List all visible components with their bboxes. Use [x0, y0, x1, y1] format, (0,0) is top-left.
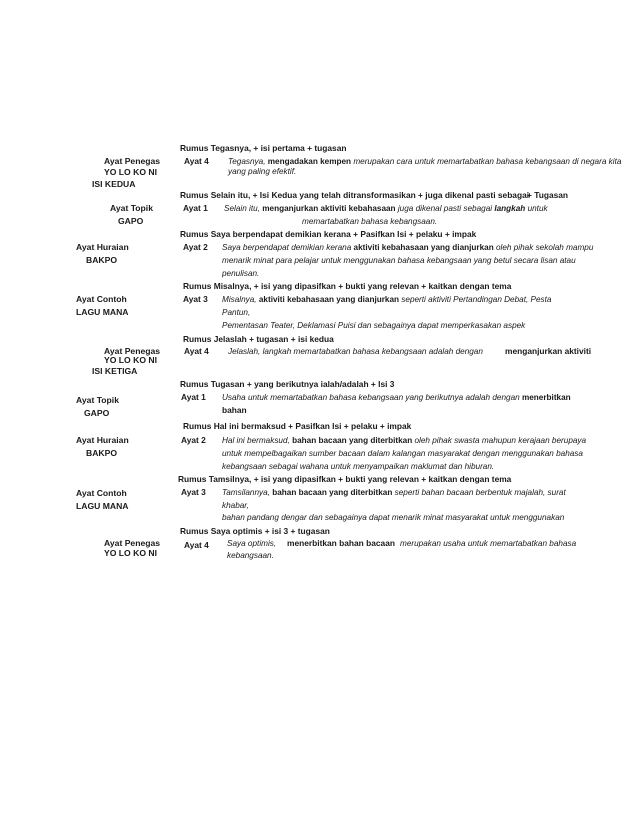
ayat-text-5-line1: Jelaslah, langkah memartabatkan bahasa kebangsaan adalah dengan	[228, 347, 483, 356]
ayat-text-7-line1: Hal ini bermaksud, bahan bacaan yang diterbitkan oleh pihak swasta mahupun kerajaan berupaya	[222, 436, 587, 445]
label-lagu-mana-1: LAGU MANA	[76, 307, 129, 317]
rumus-1: Rumus Tegasnya, + isi pertama + tugasan	[180, 143, 347, 153]
ayat-number-8: Ayat 3	[181, 487, 206, 497]
ayat-text-7-line2: untuk mempelbagaikan sumber bacaan dalam kalangan masyarakat dengan menggunakan bahasa	[222, 449, 583, 458]
ayat-text-8-line2: khabar,	[222, 501, 249, 510]
label-ayat-penegas-2: Ayat Penegas	[104, 346, 161, 356]
label-ayat-topik-2: Ayat Topik	[76, 395, 119, 405]
ayat-text-4-line2: Pantun,	[222, 308, 251, 317]
label-yolokoni-2: YO LO KO NI	[104, 355, 157, 365]
ayat-number-4: Ayat 3	[183, 294, 208, 304]
label-yolokoni-1: YO LO KO NI	[104, 167, 157, 177]
rumus-8: Rumus Tamsilnya, + isi yang dipasifkan + bukti yang relevan + kaitkan dengan tema	[178, 474, 512, 484]
rumus-6: Rumus Tugasan + yang berikutnya ialah/adalah + Isi 3	[180, 379, 395, 389]
label-ayat-topik-1: Ayat Topik	[110, 203, 153, 213]
label-bakpo-2: BAKPO	[86, 448, 118, 458]
rumus-5: Rumus Jelaslah + tugasan + isi kedua	[183, 334, 334, 344]
ayat-text-7-line3: kebangsaan sebagai wahana untuk menyampaikan maklumat dan hiburan.	[222, 462, 495, 471]
ayat-text-1-line2: yang paling efektif.	[228, 167, 297, 176]
ayat-text-8-line3: bahan pandang dengar dan sebagainya dapat menarik minat masyarakat untuk menggunakan	[222, 513, 565, 522]
ayat-text-3-line1: Saya berpendapat demikian kerana aktiviti kebahasaan yang dianjurkan oleh pihak sekolah mampu	[222, 243, 594, 252]
ayat-text-2-line1: Selain itu, menganjurkan aktiviti kebahasaan juga dikenal pasti sebagai langkah untuk	[224, 204, 548, 213]
ayat-number-1: Ayat 4	[184, 156, 209, 166]
ayat-text-2-line2: memartabatkan bahasa kebangsaan.	[302, 217, 438, 226]
label-ayat-huraian-1: Ayat Huraian	[76, 242, 129, 252]
ayat-text-9-line2: kebangsaan.	[227, 551, 274, 560]
rumus-4: Rumus Misalnya, + isi yang dipasifkan + bukti yang relevan + kaitkan dengan tema	[183, 281, 512, 291]
ayat-text-4-line3: Pementasan Teater, Deklamasi Puisi dan sebagainya dapat memperkasakan aspek	[222, 321, 526, 330]
ayat-text-3-line2: menarik minat para pelajar untuk menggunakan bahasa kebangsaan yang betul secara lisan atau	[222, 256, 576, 265]
ayat-number-6: Ayat 1	[181, 392, 206, 402]
ayat-number-2: Ayat 1	[183, 203, 208, 213]
rumus-9: Rumus Saya optimis + isi 3 + tugasan	[180, 526, 330, 536]
ayat-text-9-bold: menerbitkan bahan bacaan	[287, 538, 395, 548]
ayat-text-3-line3: penulisan.	[222, 269, 260, 278]
rumus-7: Rumus Hal ini bermaksud + Pasifkan Isi + pelaku + impak	[183, 421, 412, 431]
label-gapo-2: GAPO	[84, 408, 110, 418]
label-gapo-1: GAPO	[118, 216, 144, 226]
label-bakpo-1: BAKPO	[86, 255, 118, 265]
label-ayat-contoh-2: Ayat Contoh	[76, 488, 127, 498]
label-ayat-penegas-3: Ayat Penegas	[104, 538, 161, 548]
label-ayat-contoh-1: Ayat Contoh	[76, 294, 127, 304]
ayat-text-5-bold: menganjurkan aktiviti	[505, 346, 592, 356]
ayat-text-1-line1: Tegasnya, mengadakan kempen merupakan cara untuk memartabatkan bahasa kebangsaan di negara kita	[228, 157, 622, 166]
ayat-number-5: Ayat 4	[184, 346, 209, 356]
section-heading-isi-kedua: ISI KEDUA	[92, 179, 136, 189]
label-ayat-huraian-2: Ayat Huraian	[76, 435, 129, 445]
ayat-number-7: Ayat 2	[181, 435, 206, 445]
ayat-text-6-line1: Usaha untuk memartabatkan bahasa kebangsaan yang berikutnya adalah dengan menerbitkan	[222, 393, 571, 402]
ayat-number-3: Ayat 2	[183, 242, 208, 252]
ayat-number-9: Ayat 4	[184, 540, 209, 550]
label-lagu-mana-2: LAGU MANA	[76, 501, 129, 511]
ayat-text-8-line1: Tamsilannya, bahan bacaan yang diterbitkan seperti bahan bacaan berbentuk majalah, surat	[222, 488, 566, 497]
section-heading-isi-ketiga: ISI KETIGA	[92, 366, 138, 376]
label-yolokoni-3: YO LO KO NI	[104, 548, 157, 558]
ayat-text-4-line1: Misalnya, aktiviti kebahasaan yang dianjurkan seperti aktiviti Pertandingan Debat, Pesta	[222, 295, 552, 304]
rumus-2: Rumus Selain itu, + Isi Kedua yang telah ditransformasikan + juga dikenal pasti sebagai	[180, 190, 530, 200]
label-ayat-penegas-1: Ayat Penegas	[104, 156, 161, 166]
ayat-text-9-lead: Saya optimis,	[227, 539, 277, 548]
ayat-text-9-rest: merupakan usaha untuk memartabatkan bahasa	[400, 539, 577, 548]
ayat-text-6-line2: bahan	[222, 405, 247, 415]
rumus-3: Rumus Saya berpendapat demikian kerana + Pasifkan Isi + pelaku + impak	[180, 229, 477, 239]
rumus-2-tugasan: + Tugasan	[527, 190, 569, 200]
